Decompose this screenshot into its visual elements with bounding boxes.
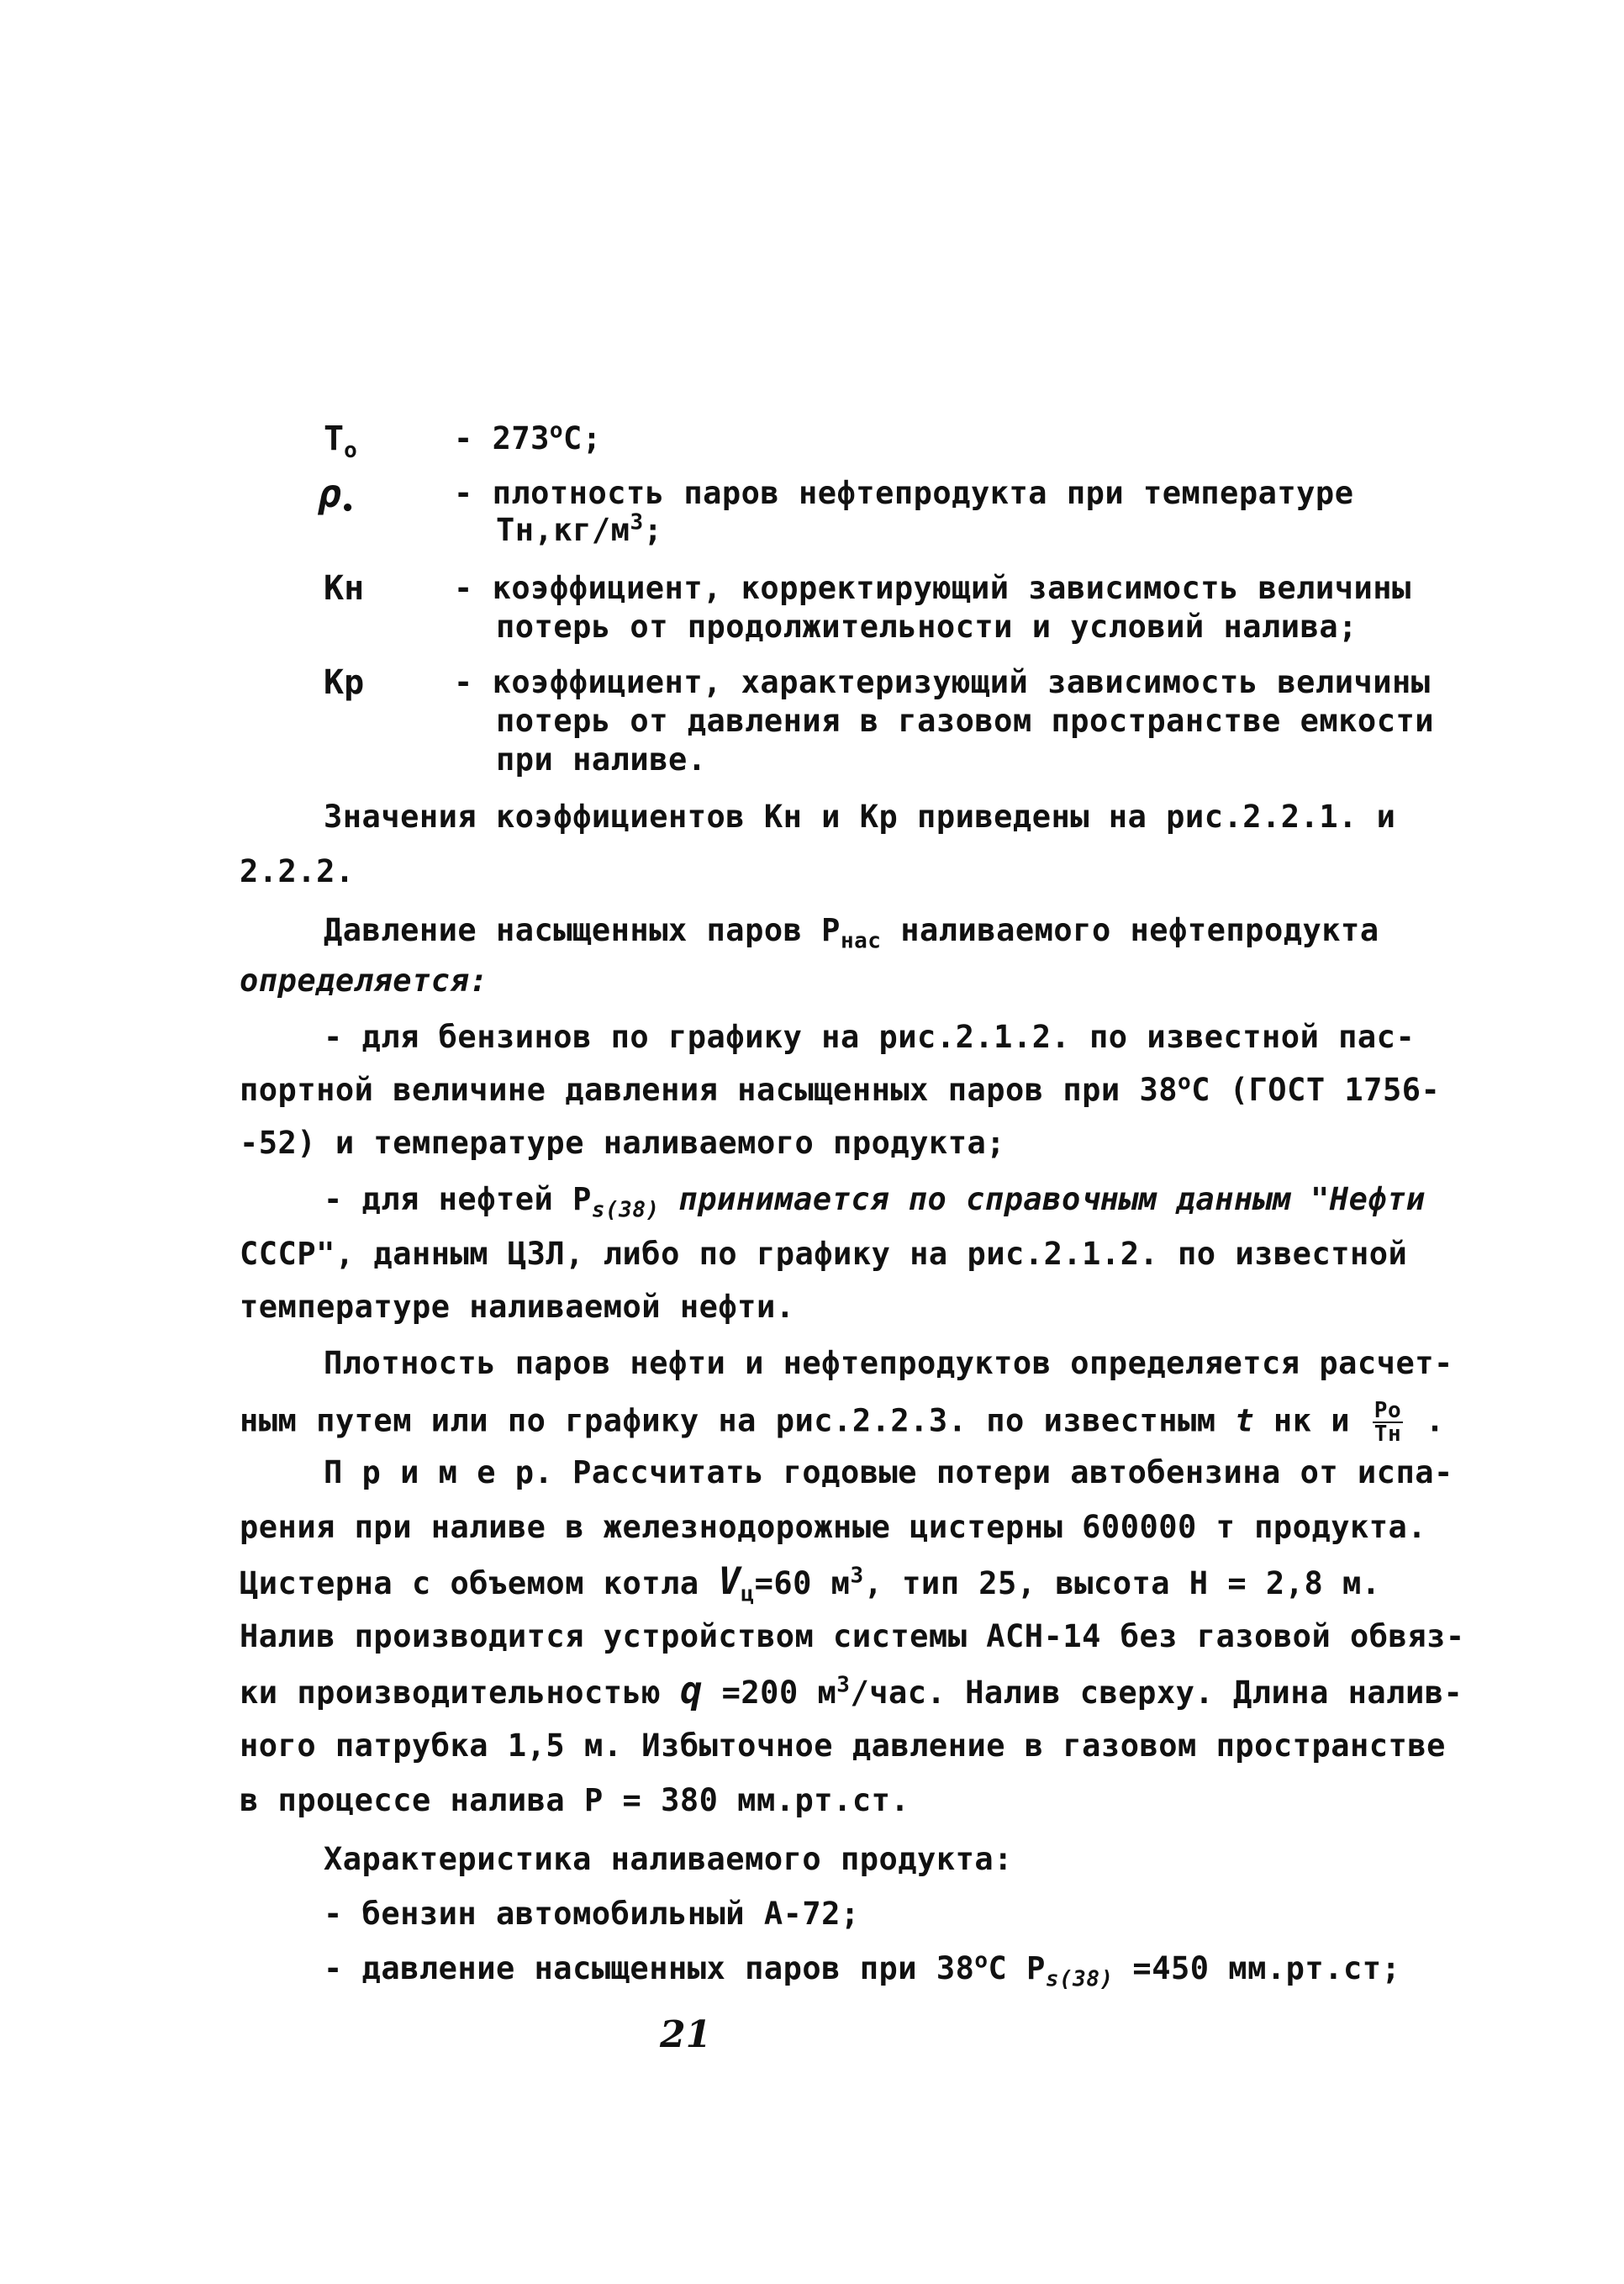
example-line: П р и м е р. Рассчитать годовые потери автобензина от испа- <box>324 1454 1453 1490</box>
symbol-Kn: Кн <box>324 569 365 608</box>
paragraph-line: температуре наливаемой нефти. <box>240 1289 795 1325</box>
def-Kr-text-1: - коэффициент, характеризующий зависимость величины <box>454 664 1431 700</box>
example-line: Налив производится устройством системы АСН-14 без газовой обвяз- <box>240 1618 1465 1654</box>
paragraph-line: СССР", данным ЦЗЛ, либо по графику на рис.2.1.2. по известной <box>240 1236 1408 1272</box>
example-line: Цистерна с объемом котла $V_ц=60$ $м^3$, тип 25, высота Н = 2,8 м. <box>240 1560 1381 1607</box>
paragraph-line: Плотность паров нефти и нефтепродуктов определяется расчет- <box>324 1345 1453 1381</box>
paragraph-line: 2.2.2. <box>240 853 355 889</box>
example-line: рения при наливе в железнодорожные цистерны 600000 т продукта. <box>240 1509 1427 1545</box>
def-rho-text-2: $Тн,кг/м^3$; <box>496 509 663 548</box>
def-Kr-text-2: потерь от давления в газовом пространстве емкости <box>496 703 1435 739</box>
symbol-rho: $\rho_•$ <box>318 471 355 522</box>
characteristics-item: - бензин автомобильный А-72; <box>324 1896 860 1932</box>
fraction-po-tn: $\frac{Ро}{Тн}$ <box>1374 1398 1402 1447</box>
def-Kr-text-3: при наливе. <box>496 741 707 778</box>
def-rho-text-1: - плотность паров нефтепродукта при температуре <box>454 475 1354 511</box>
paragraph-line: ным путем или по графику на рис.2.2.3. по известным t нк и $\frac{Ро}{Тн}$ . <box>240 1398 1445 1447</box>
example-line: ного патрубка 1,5 м. Избыточное давление в газовом пространстве <box>240 1728 1446 1764</box>
def-T0-text: - 273$^o$С; <box>454 418 602 456</box>
paragraph-line: Значения коэффициентов Кн и Кр приведены на рис.2.2.1. и <box>324 799 1396 835</box>
symbol-T0: $T_o$ <box>324 419 357 463</box>
paragraph-line: - для нефтей $Р_{s(38)}$ принимается по справочным данным "Нефти <box>324 1181 1426 1223</box>
paragraph-line: определяется: <box>240 963 489 999</box>
paragraph-line: -52) и температуре наливаемого продукта; <box>240 1125 1006 1161</box>
def-Kn-text-1: - коэффициент, корректирующий зависимость величины <box>454 570 1411 606</box>
paragraph-line: Давление насыщенных паров $Р_{нас}$ наливаемого нефтепродукта <box>324 912 1379 954</box>
paragraph-line: портной величине давления насыщенных паров при $38^оС$ (ГОСТ 1756- <box>240 1069 1441 1108</box>
def-Kn-text-2: потерь от продолжительности и условий налива; <box>496 609 1358 645</box>
characteristics-heading: Характеристика наливаемого продукта: <box>324 1841 1013 1877</box>
example-line: ки производительностью q =200 $м^3$/час. Налив сверху. Длина налив- <box>240 1669 1463 1712</box>
example-line: в процессе налива Р = 380 мм.рт.ст. <box>240 1782 910 1818</box>
paragraph-line: - для бензинов по графику на рис.2.1.2. по известной пас- <box>324 1019 1416 1055</box>
symbol-Kr: Кр <box>324 663 365 702</box>
characteristics-item: - давление насыщенных паров при $38^оС$ $Р_{s(38)} =450$ мм.рт.ст; <box>324 1948 1401 1992</box>
page-number: 21 <box>660 2013 712 2056</box>
